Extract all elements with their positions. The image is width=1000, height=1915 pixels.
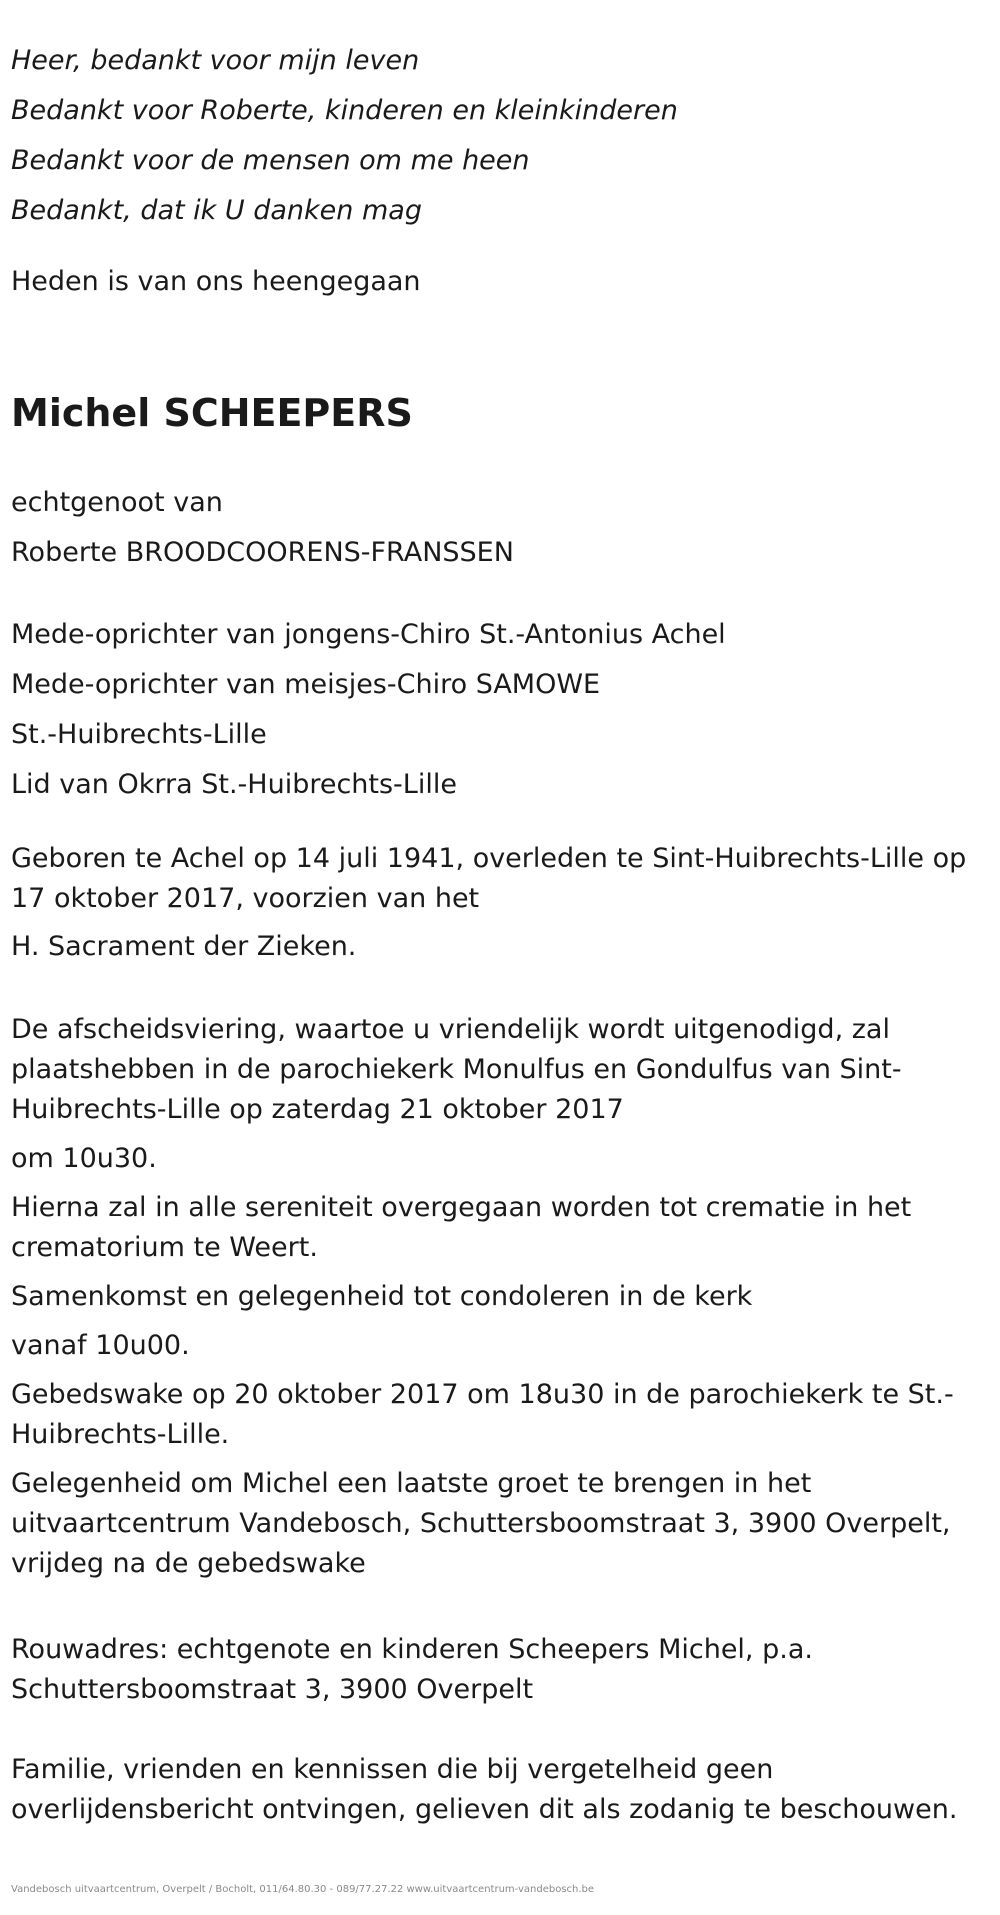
poem-line: Bedankt voor Roberte, kinderen en kleinkinderen [11, 95, 678, 126]
roles-block [11, 610, 726, 810]
role-line: Mede-oprichter van jongens-Chiro St.-Antonius Achel [11, 619, 726, 650]
spouse-label: echtgenoot van [11, 487, 223, 518]
spouse-name: Roberte BROODCOORENS-FRANSSEN [11, 537, 514, 568]
ceremony-paragraph: Gelegenheid om Michel een laatste groet te brengen in het uitvaartcentrum Vandebosch, Schuttersboomstraat 3, 3900 Overpelt, vrijdeg na de gebedswake [11, 1468, 951, 1579]
mourning-address: Rouwadres: echtgenote en kinderen Scheepers Michel, p.a. Schuttersboomstraat 3, 3900 Overpelt [11, 1634, 813, 1705]
footer-credit: Vandebosch uitvaartcentrum, Overpelt / Bocholt, 011/64.80.30 - 089/77.27.22 www.uitvaartcentrum-vandebosch.be [11, 1884, 595, 1895]
spouse-block [11, 478, 514, 578]
poem-line: Heer, bedankt voor mijn leven [11, 45, 420, 76]
ceremony-paragraph: om 10u30. [11, 1143, 157, 1174]
sacrament-text: H. Sacrament der Zieken. [11, 931, 357, 962]
ceremony-paragraph: vanaf 10u00. [11, 1330, 190, 1361]
birth-death-block [11, 839, 986, 967]
role-line: St.-Huibrechts-Lille [11, 719, 267, 750]
family-note: Familie, vrienden en kennissen die bij vergetelheid geen overlijdensbericht ontvingen, gelieven dit als zodanig te beschouwen. [11, 1754, 958, 1825]
birth-death-text: Geboren te Achel op 14 juli 1941, overleden te Sint-Huibrechts-Lille op 17 oktober 2017, voorzien van het [11, 843, 967, 914]
ceremony-paragraph: De afscheidsviering, waartoe u vriendelijk wordt uitgenodigd, zal plaatshebben in de parochiekerk Monulfus en Gondulfus van Sint-Huibrechts-Lille op zaterdag 21 oktober 2017 [11, 1014, 902, 1125]
role-line: Lid van Okrra St.-Huibrechts-Lille [11, 769, 457, 800]
role-line: Mede-oprichter van meisjes-Chiro SAMOWE [11, 669, 601, 700]
ceremony-paragraph: Samenkomst en gelegenheid tot condoleren in de kerk [11, 1281, 753, 1312]
poem-line: Bedankt voor de mensen om me heen [11, 145, 530, 176]
poem-line: Bedankt, dat ik U danken mag [11, 195, 422, 226]
deceased-name: Michel SCHEEPERS [11, 391, 413, 435]
ceremony-paragraph: Hierna zal in alle sereniteit overgegaan worden tot crematie in het crematorium te Weert. [11, 1192, 912, 1263]
poem-block [11, 36, 678, 236]
ceremony-block [11, 1010, 986, 1593]
ceremony-paragraph: Gebedswake op 20 oktober 2017 om 18u30 in de parochiekerk te St.-Huibrechts-Lille. [11, 1379, 954, 1450]
intro-text: Heden is van ons heengegaan [11, 266, 421, 297]
